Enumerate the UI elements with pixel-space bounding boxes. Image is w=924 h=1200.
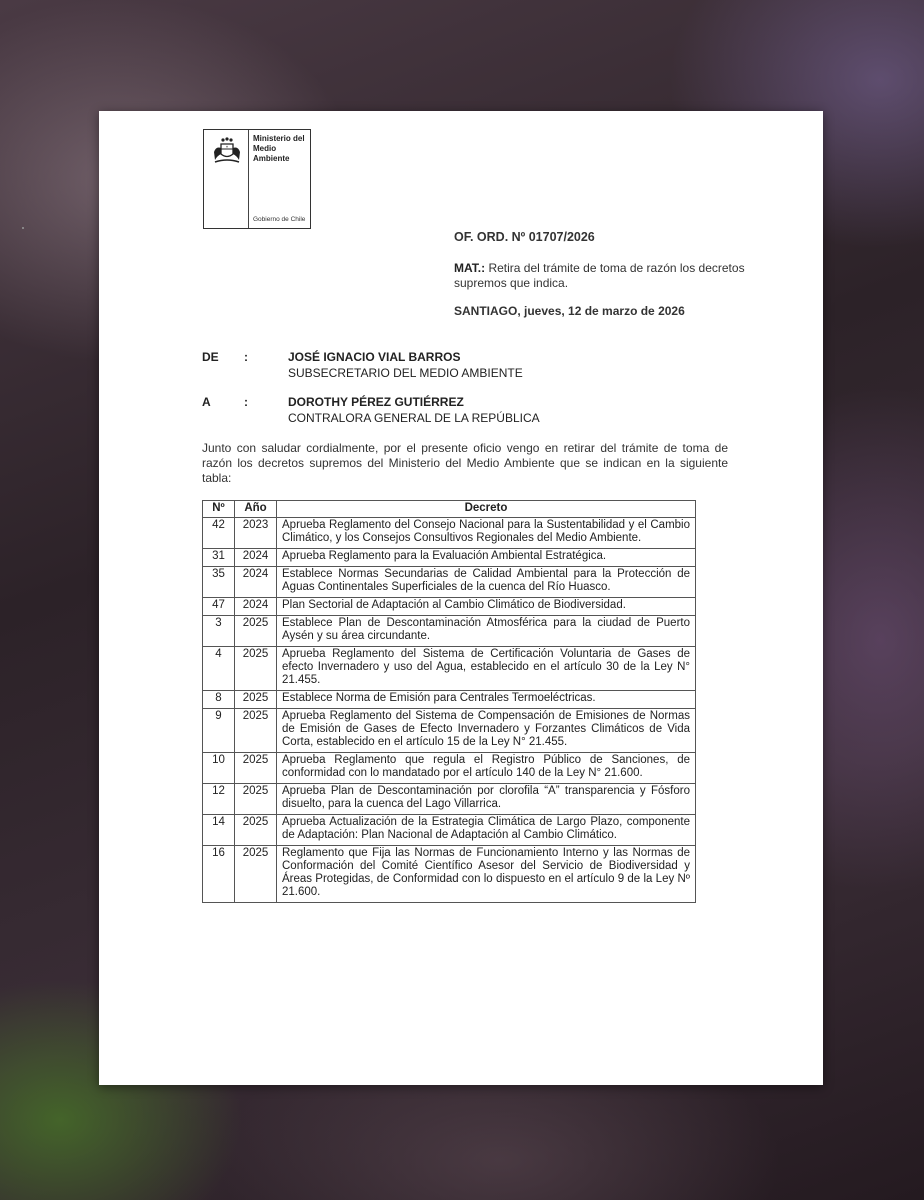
decree-description: Aprueba Actualización de la Estrategia Climática de Largo Plazo, componente de Adaptación: Plan Nacional de Adaptación al Cambio Climático. <box>277 815 696 846</box>
decree-year: 2025 <box>235 691 277 709</box>
decree-description: Aprueba Reglamento del Sistema de Certificación Voluntaria de Gases de efecto Invernadero y uso del Agua, establecido en el artículo 30 de la Ley N° 21.455. <box>277 647 696 691</box>
decree-description: Aprueba Reglamento del Consejo Nacional para la Sustentabilidad y el Cambio Climático, y los Consejos Consultivos Regionales del Medio Ambiente. <box>277 518 696 549</box>
decree-number: 47 <box>203 598 235 616</box>
decree-year: 2024 <box>235 549 277 567</box>
decree-number: 3 <box>203 616 235 647</box>
decree-description: Aprueba Reglamento del Sistema de Compensación de Emisiones de Normas de Emisión de Gases de Efecto Invernadero y Forzantes Climáticos de Vida Corta, establecido en el artículo 15 de la Ley N° 21.455. <box>277 709 696 753</box>
decrees-table <box>202 500 696 903</box>
decree-description: Reglamento que Fija las Normas de Funcionamiento Interno y las Normas de Conformación del Comité Científico Asesor del Servicio de Biodiversidad y Áreas Protegidas, de Conformidad con lo dispuesto en el artículo 9 de la Ley Nº 21.600. <box>277 846 696 903</box>
decree-description: Plan Sectorial de Adaptación al Cambio Climático de Biodiversidad. <box>277 598 696 616</box>
decree-number: 16 <box>203 846 235 903</box>
oficio-number: OF. ORD. Nº 01707/2026 <box>454 230 595 244</box>
government-label: Gobierno de Chile <box>253 216 306 223</box>
table-row <box>203 691 696 709</box>
decree-description: Establece Normas Secundarias de Calidad Ambiental para la Protección de Aguas Continentales Superficiales de la cuenca del Río Huasco. <box>277 567 696 598</box>
table-row <box>203 709 696 753</box>
decree-number: 9 <box>203 709 235 753</box>
from-role: SUBSECRETARIO DEL MEDIO AMBIENTE <box>288 366 523 380</box>
header-year: Año <box>235 501 277 518</box>
table-row <box>203 616 696 647</box>
document-page <box>99 111 823 1085</box>
decree-number: 35 <box>203 567 235 598</box>
table-row <box>203 753 696 784</box>
background-speck <box>22 227 24 229</box>
from-name: JOSÉ IGNACIO VIAL BARROS <box>288 350 461 364</box>
decree-description: Establece Plan de Descontaminación Atmosférica para la ciudad de Puerto Aysén y su área circundante. <box>277 616 696 647</box>
decree-number: 14 <box>203 815 235 846</box>
table-row <box>203 647 696 691</box>
from-colon: : <box>244 350 248 364</box>
matter-label: MAT.: <box>454 261 486 275</box>
matter-description: Retira del trámite de toma de razón los decretos supremos que indica. <box>454 261 745 290</box>
decree-year: 2025 <box>235 846 277 903</box>
decree-year: 2025 <box>235 753 277 784</box>
decree-number: 42 <box>203 518 235 549</box>
from-label: DE <box>202 350 219 364</box>
decree-description: Aprueba Plan de Descontaminación por clorofila “A” transparencia y Fósforo disuelto, para la cuenca del Lago Villarrica. <box>277 784 696 815</box>
decree-year: 2023 <box>235 518 277 549</box>
decree-year: 2024 <box>235 567 277 598</box>
to-role: CONTRALORA GENERAL DE LA REPÚBLICA <box>288 411 540 425</box>
table-row <box>203 549 696 567</box>
decree-year: 2025 <box>235 647 277 691</box>
table-row <box>203 598 696 616</box>
decree-number: 12 <box>203 784 235 815</box>
ministry-name: Ministerio del Medio Ambiente <box>253 134 305 163</box>
table-row <box>203 815 696 846</box>
place-date: SANTIAGO, jueves, 12 de marzo de 2026 <box>454 304 685 318</box>
table-row <box>203 784 696 815</box>
decree-year: 2025 <box>235 784 277 815</box>
decree-number: 31 <box>203 549 235 567</box>
header-decree: Decreto <box>277 501 696 518</box>
decree-year: 2025 <box>235 815 277 846</box>
chile-coat-of-arms-icon <box>210 136 244 166</box>
intro-paragraph: Junto con saludar cordialmente, por el presente oficio vengo en retirar del trámite de toma de razón los decretos supremos del Ministerio del Medio Ambiente que se indican en la siguiente tabla: <box>202 441 728 485</box>
header-number: Nº <box>203 501 235 518</box>
matter-text <box>454 261 754 291</box>
decree-number: 8 <box>203 691 235 709</box>
decree-description: Aprueba Reglamento que regula el Registro Público de Sanciones, de conformidad con lo mandatado por el artículo 140 de la Ley N° 21.600. <box>277 753 696 784</box>
decree-description: Establece Norma de Emisión para Centrales Termoeléctricas. <box>277 691 696 709</box>
decree-year: 2025 <box>235 709 277 753</box>
decree-description: Aprueba Reglamento para la Evaluación Ambiental Estratégica. <box>277 549 696 567</box>
decree-number: 10 <box>203 753 235 784</box>
seal-divider <box>248 130 249 228</box>
to-label: A <box>202 395 211 409</box>
decree-number: 4 <box>203 647 235 691</box>
table-header-row <box>203 501 696 518</box>
table-row <box>203 567 696 598</box>
table-row <box>203 846 696 903</box>
decree-year: 2024 <box>235 598 277 616</box>
to-colon: : <box>244 395 248 409</box>
decree-year: 2025 <box>235 616 277 647</box>
table-row <box>203 518 696 549</box>
to-name: DOROTHY PÉREZ GUTIÉRREZ <box>288 395 464 409</box>
ministry-seal <box>203 129 311 229</box>
